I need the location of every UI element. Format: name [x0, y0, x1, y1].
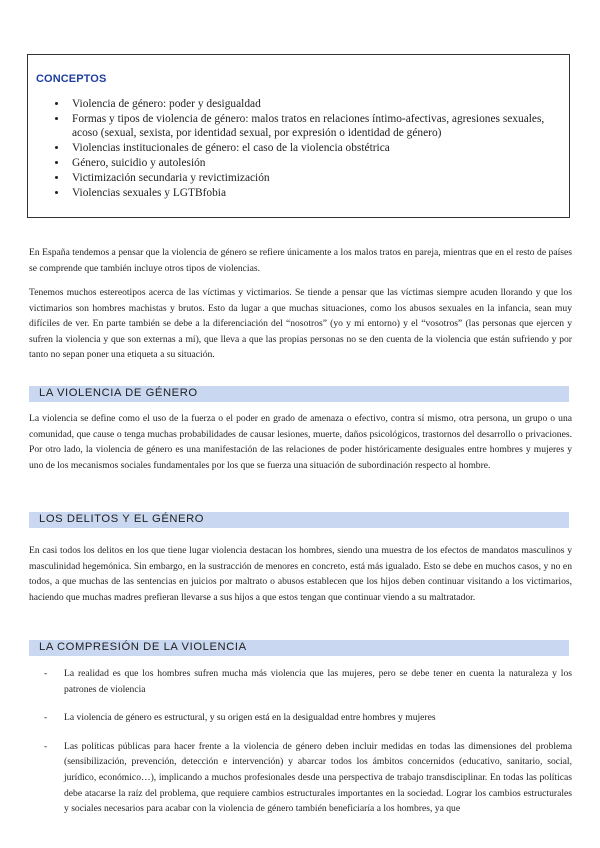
- concept-item: • Victimización secundaria y revictimización: [68, 171, 559, 185]
- section-text-violencia-genero: La violencia se define como el uso de la fuerza o el poder en grado de amenaza o efectivo, contra sí mismo, otra persona, un grupo o una comunidad, que cause o tenga muchas probabilidades de causar lesiones, muerte, daños psicológicos, trastornos del desarrollo o privaciones. Por otro lado, la violencia de género es una manifestación de las relaciones de poder históricamente desiguales entre hombres y mujeres y uno de los mecanismos sociales fundamentales por los que se fuerza una situación de subordinación respecto al hombre.: [29, 413, 572, 471]
- section-heading-delitos-genero: LOS DELITOS Y EL GÉNERO: [29, 512, 569, 528]
- intro-paragraph-1: En España tendemos a pensar que la violencia de género se refiere únicamente a los malos tratos en pareja, mientras que en el resto de países se comprende que también incluye otros tipos de violencias.: [29, 247, 572, 274]
- compresion-item-text: La realidad es que los hombres sufren mucha más violencia que las mujeres, pero se debe tener en cuenta la naturaleza y los patrones de violencia: [64, 668, 572, 695]
- compresion-item: [29, 710, 572, 726]
- concepts-title: CONCEPTOS: [36, 73, 107, 85]
- section-heading-compresion-violencia: LA COMPRESIÓN DE LA VIOLENCIA: [29, 640, 569, 656]
- concepts-list: [36, 97, 559, 200]
- intro-paragraph-2: Tenemos muchos estereotipos acerca de las víctimas y victimarios. Se tiende a pensar que las víctimas siempre acuden llorando y que los victimarios son hombres machistas y brutos. Esto da lugar a que muchas situaciones, como los abusos sexuales en la infancia, sean muy difíciles de ver. En parte también se debe a la diferenciación del “nosotros” (yo y mi entorno) y el “vosotros” (las personas que ejercen y sufren la violencia y que son externas a mí), que lleva a que las propias personas no se den cuenta de la violencia que están sufriendo y por tanto no sepan poner una etiqueta a su situación.: [29, 287, 572, 361]
- concept-item: • Formas y tipos de violencia de género: malos tratos en relaciones íntimo-afectivas, agresiones sexuales, acoso (sexual, sexista, por identidad sexual, por expresión o identidad de género): [68, 112, 559, 140]
- section-heading-violencia-genero: LA VIOLENCIA DE GÉNERO: [29, 386, 569, 402]
- dash-bullet: -: [44, 712, 48, 724]
- section-text-delitos-genero: En casi todos los delitos en los que tiene lugar violencia destacan los hombres, siendo una muestra de los efectos de mandatos masculinos y masculinidad hegemónica. Sin embargo, en la sustracción de menores en concreto, está más igualado. Esto se debe en muchos casos, y no en todos, a que muchas de las sentencias en juicios por maltrato o abusos establecen que los hijos deben continuar visitando a los victimarios, haciendo que muchas madres prefieran llevarse a sus hijos a que estos tengan que continuar viendo a su maltratador.: [29, 545, 572, 603]
- dash-bullet: -: [44, 668, 48, 679]
- compresion-item: [29, 739, 572, 817]
- compresion-item: [29, 666, 572, 697]
- concept-item: • Violencias sexuales y LGTBfobia: [68, 186, 559, 200]
- compresion-list: [29, 666, 572, 830]
- concept-item: • Género, suicidio y autolesión: [68, 156, 559, 170]
- compresion-item-text: Las políticas públicas para hacer frente a la violencia de género deben incluir medidas en todas las dimensiones del problema (sensibilización, prevención, detección e intervención) y abarcar todos los ámbitos concernidos (educativo, sanitario, social, jurídico, económico…), implicando a muchos profesionales desde una perspectiva de trabajo transdisciplinar. En todas las políticas debe atacarse la raíz del problema, que requiere cambios estructurales importantes en la sociedad. Lograr los cambios estructurales y sociales necesarios para acabar con la violencia de género también beneficiaría a los hombres, ya que: [64, 740, 572, 815]
- dash-bullet: -: [44, 740, 48, 752]
- compresion-item-text: La violencia de género es estructural, y su origen está en la desigualdad entre hombres y mujeres: [64, 712, 436, 724]
- concept-item: • Violencia de género: poder y desigualdad: [68, 97, 559, 111]
- concepts-box: [27, 54, 570, 218]
- concept-item: • Violencias institucionales de género: el caso de la violencia obstétrica: [68, 141, 559, 155]
